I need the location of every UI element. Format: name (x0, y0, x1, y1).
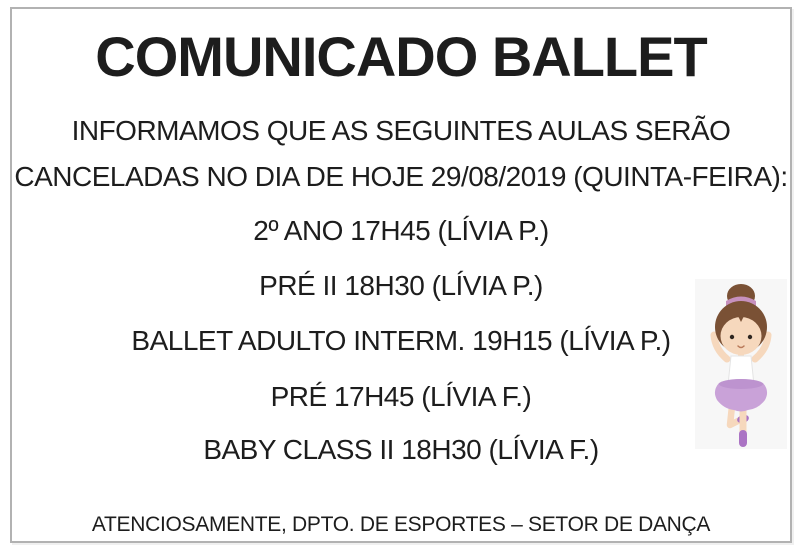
ballerina-face (721, 317, 762, 355)
ballerina-eye-left (730, 335, 734, 339)
notice-title: COMUNICADO BALLET (95, 25, 707, 88)
signature-line: ATENCIOSAMENTE, DPTO. DE ESPORTES – SETOR DE DANÇA (91, 513, 711, 536)
intro-line-2: CANCELADAS NO DIA DE HOJE 29/08/2019 (QUINTA-FEIRA): (14, 161, 788, 192)
cancelled-class-item: BALLET ADULTO INTERM. 19H15 (LÍVIA P.) (131, 325, 671, 356)
ballerina-eye-right (748, 335, 752, 339)
cancelled-class-item: PRÉ II 18H30 (LÍVIA P.) (259, 270, 543, 301)
ballerina-tutu-waist (719, 379, 763, 389)
ballerina-illustration (695, 279, 787, 449)
intro-line-1: INFORMAMOS QUE AS SEGUINTES AULAS SERÃO (71, 115, 731, 146)
cancelled-class-item: BABY CLASS II 18H30 (LÍVIA F.) (203, 434, 599, 465)
ballerina-svg (695, 279, 787, 449)
cancelled-class-item: PRÉ 17H45 (LÍVIA F.) (270, 381, 532, 412)
cancelled-class-item: 2º ANO 17H45 (LÍVIA P.) (253, 215, 549, 246)
notice-border-box (10, 7, 792, 543)
